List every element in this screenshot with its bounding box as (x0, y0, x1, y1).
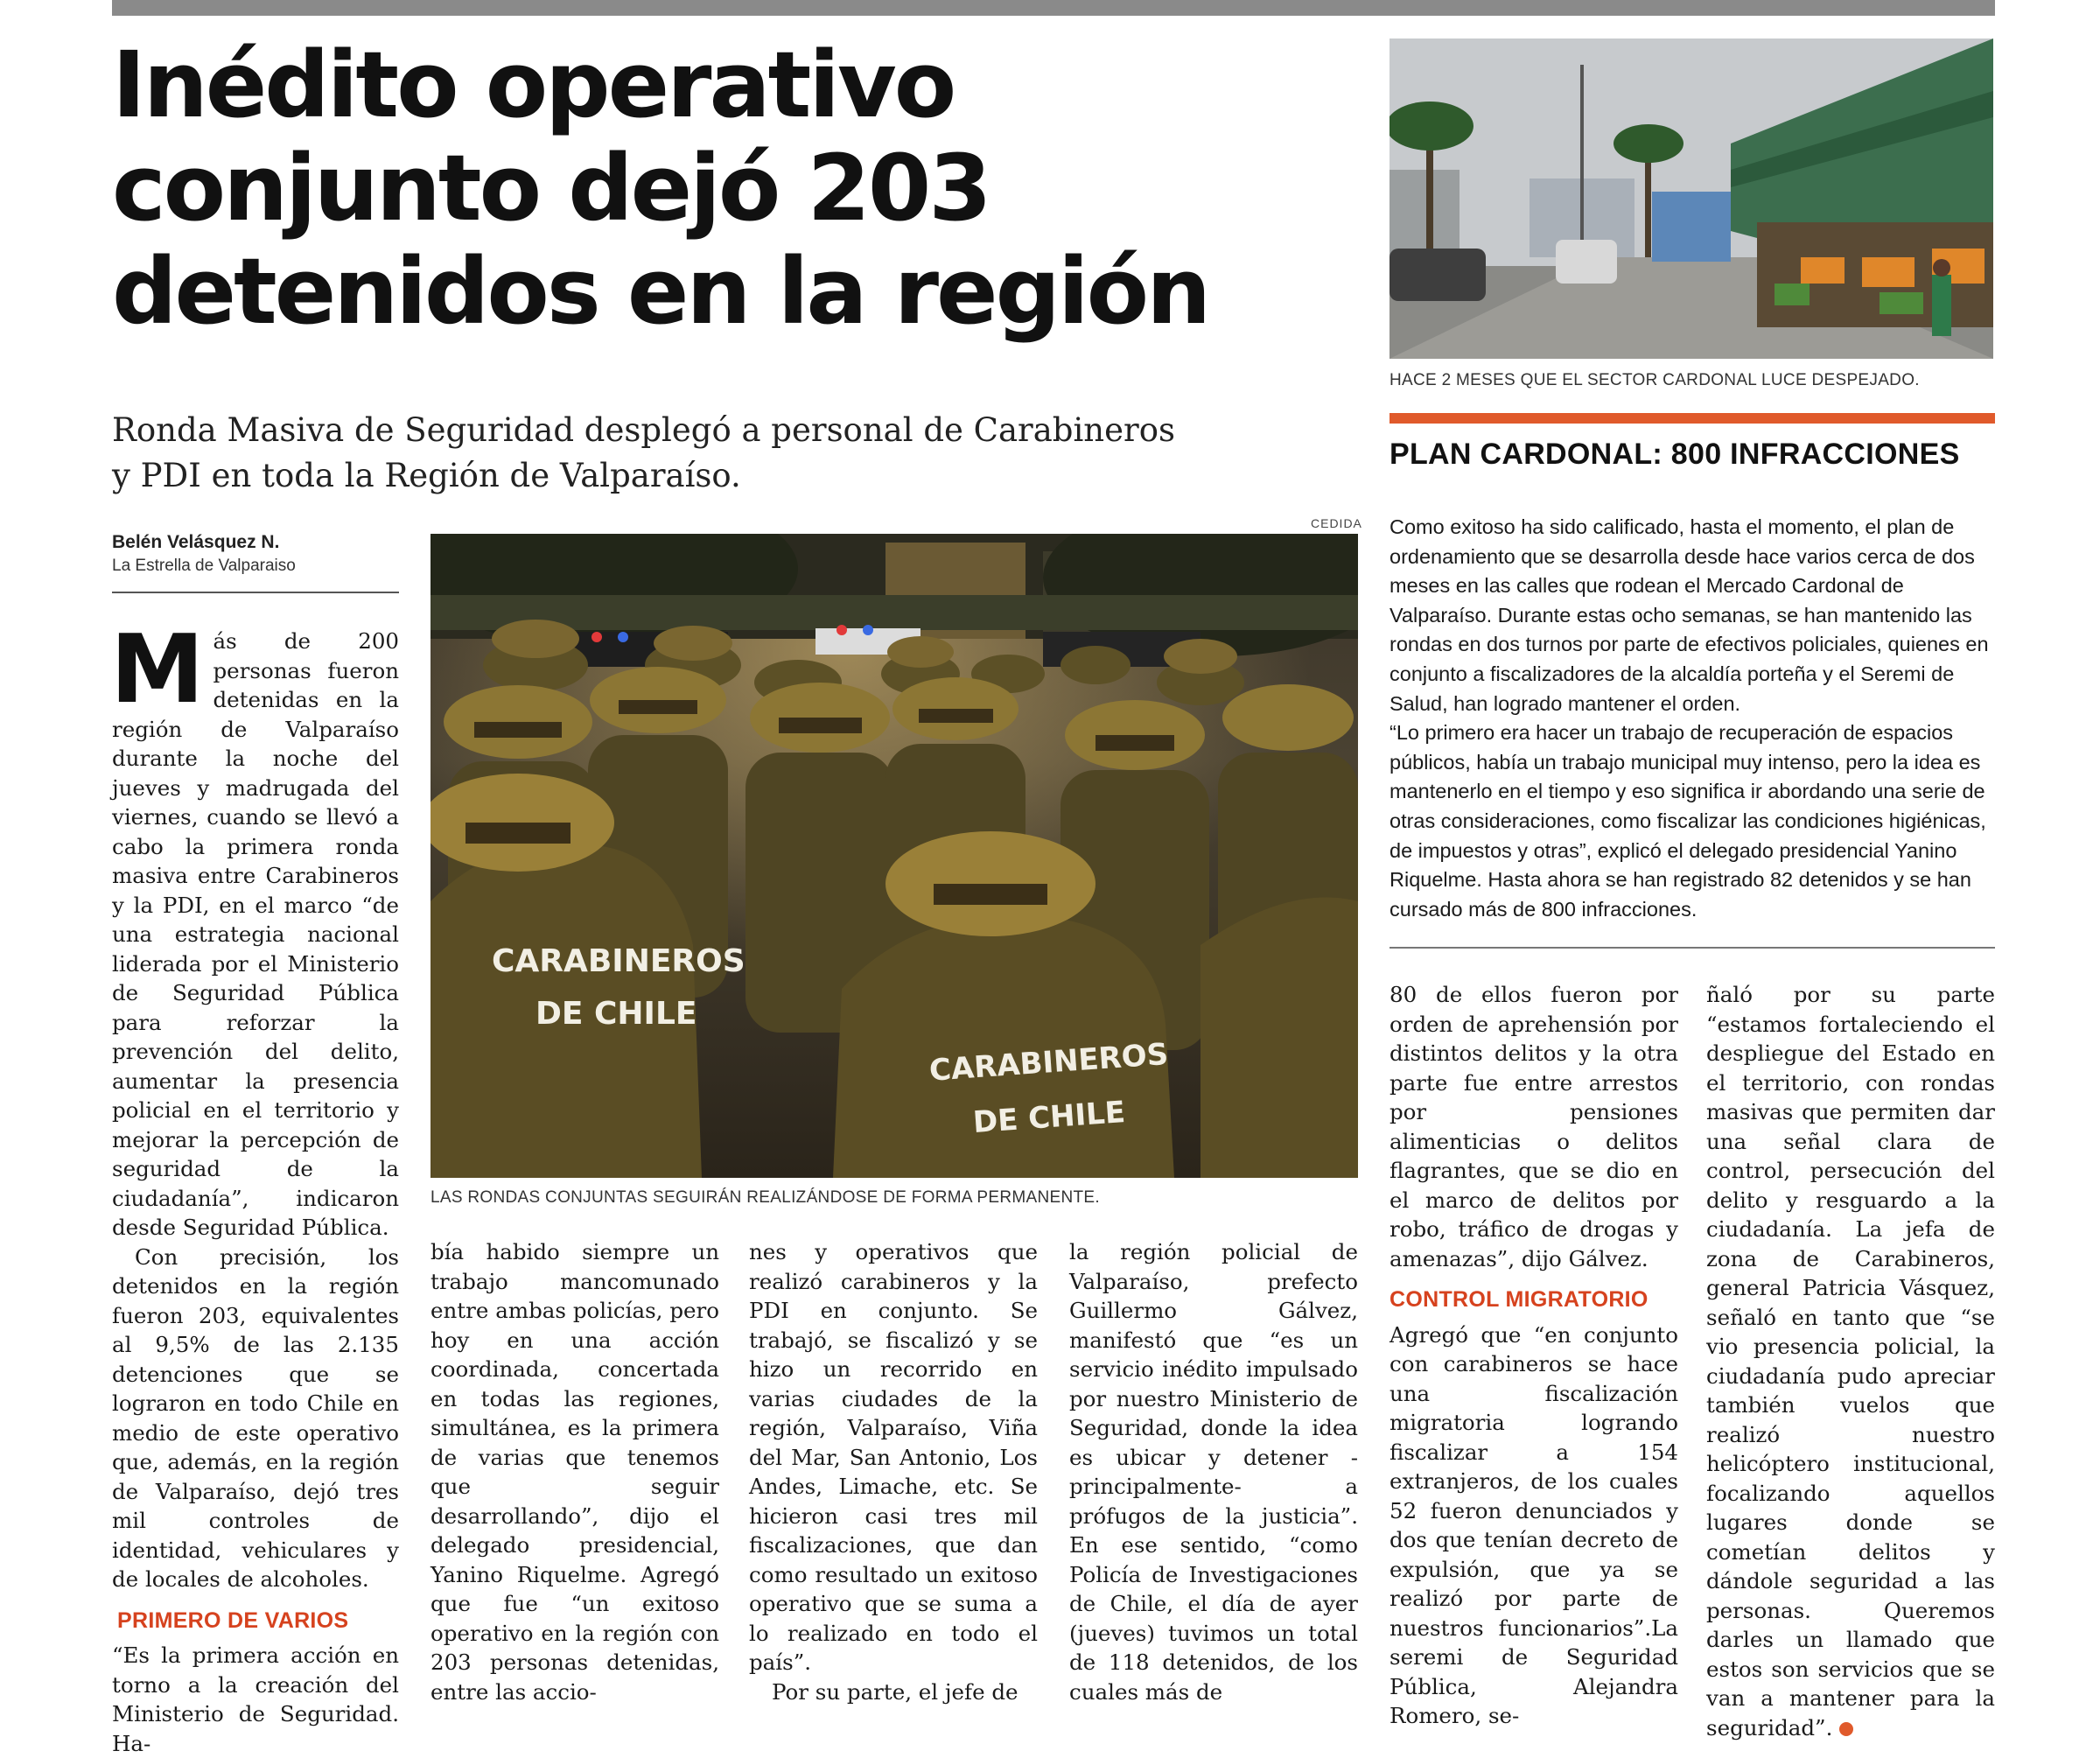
end-mark-icon (1839, 1722, 1853, 1736)
article-paragraph: nes y operativos que realizó carabineros y la PDI en conjunto. Se trabajó, se fiscalizó y se hizo un recorrido en varias ciudades de la región, Valparaíso, Viña del Mar, San Antonio, Los Andes, Limache, etc. Se hicieron casi tres mil fiscalizaciones, que dan como resultado un exitoso operativo que se suma a lo realizado en todo el país”. (749, 1239, 1038, 1675)
article-paragraph (1706, 980, 1995, 1742)
deck-subtitle (112, 408, 1214, 499)
byline-publication: La Estrella de Valparaiso (112, 557, 296, 575)
article-paragraph: la región policial de Valparaíso, prefecto Guillermo Gálvez, manifestó que “es un servicio inédito impulsado por nuestro Ministerio de Seguridad, donde la idea es ubicar y detener - principalmente- a prófugos de la justicia”. En ese sentido, “como Policía de Investigaciones de Chile, el día de ayer (jueves) tuvimos un total de 118 detenidos, de los cuales más de (1069, 1239, 1358, 1705)
vest-text-center: CARABINEROS (928, 1036, 1170, 1089)
article-column-1 (110, 615, 399, 1758)
side-photo-caption: HACE 2 MESES QUE EL SECTOR CARDONAL LUCE DESPEJADO. (1390, 371, 1920, 389)
headline-line-1: Inédito operativo (112, 32, 955, 138)
vest-text-left: CARABINEROS (492, 943, 746, 979)
police-formation-illustration (430, 534, 1358, 1178)
subhead-control-migratorio: CONTROL MIGRATORIO (1390, 1287, 1648, 1312)
article-column-4 (1069, 1237, 1358, 1706)
drop-cap: M (110, 615, 205, 725)
article-paragraph: Agregó que “en conjunto con carabineros se hace una fiscalización migratoria logrando fiscalizar a 154 extranjeros, de los cuales 52 fueron denunciados y dos que tenían decreto de expulsión, que ya se realizó por parte de nuestros funcionarios”.La seremi de Seguridad Pública, Alejandra Romero, se- (1390, 1321, 1678, 1728)
street-market-illustration (1390, 39, 1993, 359)
sidebar-paragraph: Como exitoso ha sido calificado, hasta el momento, el plan de ordenamiento que se desarrolla desde hace varios cerca de dos meses en las calles que rodean el Mercado Cardonal de Valparaíso. Durante estas ocho semanas, se han mantenido las rondas en dos turnos por parte de efectivos policiales, quienes en conjunto a fiscalizadores de la alcaldía porteña y el Seremi de Salud, han logrado mantener el orden. (1390, 515, 1989, 715)
article-column-6 (1706, 980, 1995, 1742)
article-paragraph-text: ás de 200 personas fueron detenidas en la región de Valparaíso durante la noche del jueves y madrugada del viernes, cuando se llevó a cabo la primera ronda masiva entre Carabineros y la PDI, en el marco “de una estrategia nacional liderada por el Ministerio de Seguridad Pública para reforzar la prevención del delito, aumentar la presencia policial en el territorio y mejorar la percepción de seguridad de la ciudadanía”, indicaron desde Seguridad Pública. (112, 628, 399, 1240)
sidebar-title: PLAN CARDONAL: 800 INFRACCIONES (1390, 438, 1960, 471)
article-paragraph: bía habido siempre un trabajo mancomunado entre ambas policías, pero hoy en una acción coordinada, concertada en todas las regiones, simultánea, es la primera de varias que tenemos que seguir desarrollando”, dijo el delegado presidencial, Yanino Riquelme. Agregó que fue “un exitoso operativo en la región con 203 personas detenidas, entre las accio- (430, 1239, 719, 1705)
headline (112, 33, 1390, 343)
article-paragraph-text: ñaló por su parte “estamos fortaleciendo el despliegue del Estado en el territorio, con rondas masivas que permiten dar una señal clara de control, persecución del delito y resguardo a la ciudadanía. La jefa de zona de Carabineros, general Patricia Vásquez, señaló en tanto que “se vio presencia policial, la ciudadanía pudo apreciar también vuelos que realizó nuestro helicóptero institucional, focalizando aquellos lugares donde se cometían delitos y dándole seguridad a las personas. Queremos darles un llamado que estos son servicios que se van a mantener para la seguridad”. (1706, 982, 1995, 1740)
article-column-5 (1390, 980, 1678, 1731)
headline-line-2: conjunto dejó 203 (112, 135, 990, 242)
headline-line-3: detenidos en la región (112, 238, 1209, 345)
deck-line-2: y PDI en toda la Región de Valparaíso. (112, 457, 741, 494)
article-column-3 (749, 1237, 1038, 1706)
vest-text-left-2: DE CHILE (536, 996, 697, 1032)
article-paragraph: Con precisión, los detenidos en la región fueron 203, equivalentes al 9,5% de las 2.135 detenciones que se lograron en todo Chile en medio de este operativo que, además, en la región de Valparaíso, dejó tres mil controles de identidad, vehiculares y de locales de alcoholes. (112, 1243, 399, 1592)
top-rule (112, 0, 1995, 16)
sidebar-body (1390, 513, 1993, 924)
deck-line-1: Ronda Masiva de Seguridad desplegó a personal de Carabineros (112, 411, 1175, 449)
sidebar-accent-bar (1390, 413, 1995, 424)
article-paragraph: Por su parte, el jefe de (772, 1678, 1018, 1705)
subhead-primero-de-varios: PRIMERO DE VARIOS (117, 1607, 349, 1633)
article-paragraph: “Es la primera acción en torno a la creación del Ministerio de Seguridad. Ha- (112, 1642, 399, 1756)
side-photo-cardonal (1390, 39, 1993, 359)
photo-credit: CEDIDA (1311, 516, 1362, 530)
main-photo-caption: LAS RONDAS CONJUNTAS SEGUIRÁN REALIZÁNDOSE DE FORMA PERMANENTE. (430, 1188, 1100, 1207)
vest-text-center-2: DE CHILE (971, 1095, 1127, 1141)
byline-author: Belén Velásquez N. (112, 532, 280, 552)
sidebar-divider (1390, 947, 1995, 949)
byline-divider (112, 592, 399, 593)
sidebar-paragraph: “Lo primero era hacer un trabajo de recuperación de espacios públicos, había un trabajo municipal muy intenso, pero la idea es mantenerlo en el tiempo y eso significa ir abordando una serie de otras consideraciones, como fiscalizar las condiciones higiénicas, de impuestos y otras”, explicó el delegado presidencial Yanino Riquelme. Hasta ahora se han registrado 82 detenidos y se han cursado más de 800 infracciones. (1390, 721, 1986, 921)
article-column-2 (430, 1237, 719, 1706)
article-paragraph: 80 de ellos fueron por orden de aprehensión por distintos delitos y la otra parte fue entre arrestos por pensiones alimenticias o delitos flagrantes, que se dio en el marco de delitos por robo, tráfico de drogas y amenazas”, dijo Gálvez. (1390, 982, 1678, 1271)
article-paragraph (110, 615, 399, 1243)
main-photo-police (430, 534, 1358, 1178)
